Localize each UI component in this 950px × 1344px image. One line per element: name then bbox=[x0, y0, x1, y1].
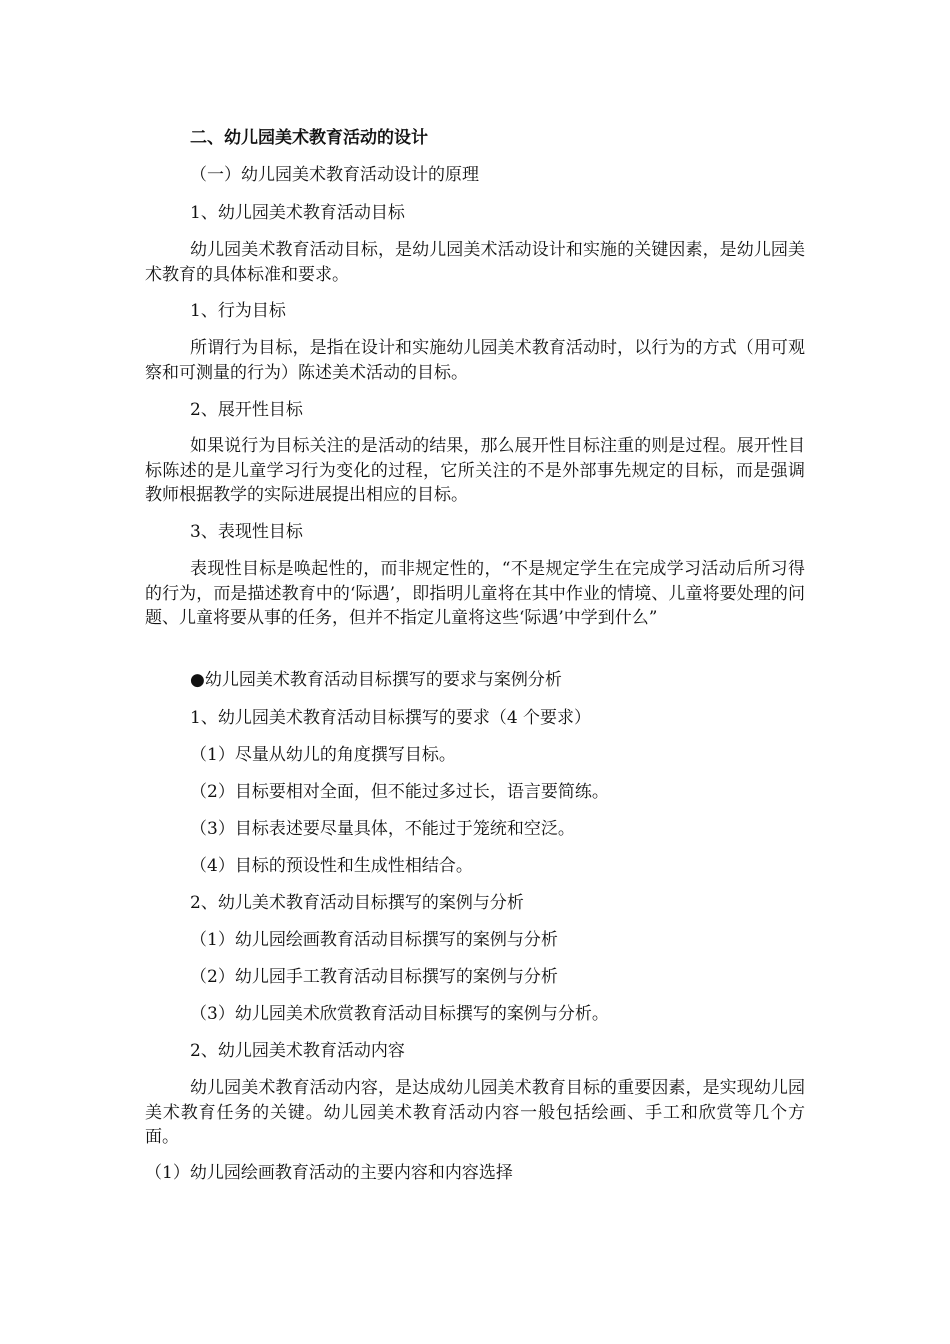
list-heading: 2、幼儿美术教育活动目标撰写的案例与分析 bbox=[190, 893, 524, 913]
paragraph: 幼儿园美术教育活动内容，是达成幼儿园美术教育目标的重要因素，是实现幼儿园美术教育任务的关键。幼儿园美术教育活动内容一般包括绘画、手工和欣赏等几个方面。 bbox=[145, 1078, 805, 1147]
list-item: （1）幼儿园绘画教育活动目标撰写的案例与分析 bbox=[190, 930, 558, 950]
list-item: （3）目标表述要尽量具体，不能过于笼统和空泛。 bbox=[190, 819, 575, 839]
paragraph: 表现性目标是唤起性的，而非规定性的，“不是规定学生在完成学习活动后所习得的行为，而是描述教育中的‘际遇’，即指明儿童将在其中作业的情境、儿童将要处理的问题、儿童将要从事的任务，但并不指定儿童将这些‘际遇’中学到什么” bbox=[145, 559, 805, 628]
bullet-heading: ●幼儿园美术教育活动目标撰写的要求与案例分析 bbox=[190, 670, 562, 690]
list-item: （2）目标要相对全面，但不能过多过长，语言要简练。 bbox=[190, 782, 609, 802]
list-heading: 1、幼儿园美术教育活动目标撰写的要求（4 个要求） bbox=[190, 708, 592, 728]
list-item: （4）目标的预设性和生成性相结合。 bbox=[190, 856, 473, 876]
item-heading: 2、幼儿园美术教育活动内容 bbox=[190, 1041, 405, 1061]
item-heading: 3、表现性目标 bbox=[190, 522, 303, 542]
item-heading: 1、行为目标 bbox=[190, 301, 286, 321]
section-heading: 二、幼儿园美术教育活动的设计 bbox=[190, 128, 428, 148]
paragraph: 幼儿园美术教育活动目标，是幼儿园美术活动设计和实施的关键因素，是幼儿园美术教育的具体标准和要求。 bbox=[145, 240, 805, 285]
item-heading: （1）幼儿园绘画教育活动的主要内容和内容选择 bbox=[145, 1163, 513, 1183]
item-heading: 1、幼儿园美术教育活动目标 bbox=[190, 203, 405, 223]
paragraph: 如果说行为目标关注的是活动的结果，那么展开性目标注重的则是过程。展开性目标陈述的是儿童学习行为变化的过程，它所关注的不是外部事先规定的目标，而是强调教师根据教学的实际进展提出相应的目标。 bbox=[145, 436, 805, 505]
paragraph: 所谓行为目标，是指在设计和实施幼儿园美术教育活动时，以行为的方式（用可观察和可测量的行为）陈述美术活动的目标。 bbox=[145, 338, 805, 383]
item-heading: 2、展开性目标 bbox=[190, 400, 303, 420]
list-item: （1）尽量从幼儿的角度撰写目标。 bbox=[190, 745, 456, 765]
list-item: （2）幼儿园手工教育活动目标撰写的案例与分析 bbox=[190, 967, 558, 987]
subsection-heading: （一）幼儿园美术教育活动设计的原理 bbox=[190, 165, 479, 185]
list-item: （3）幼儿园美术欣赏教育活动目标撰写的案例与分析。 bbox=[190, 1004, 609, 1024]
